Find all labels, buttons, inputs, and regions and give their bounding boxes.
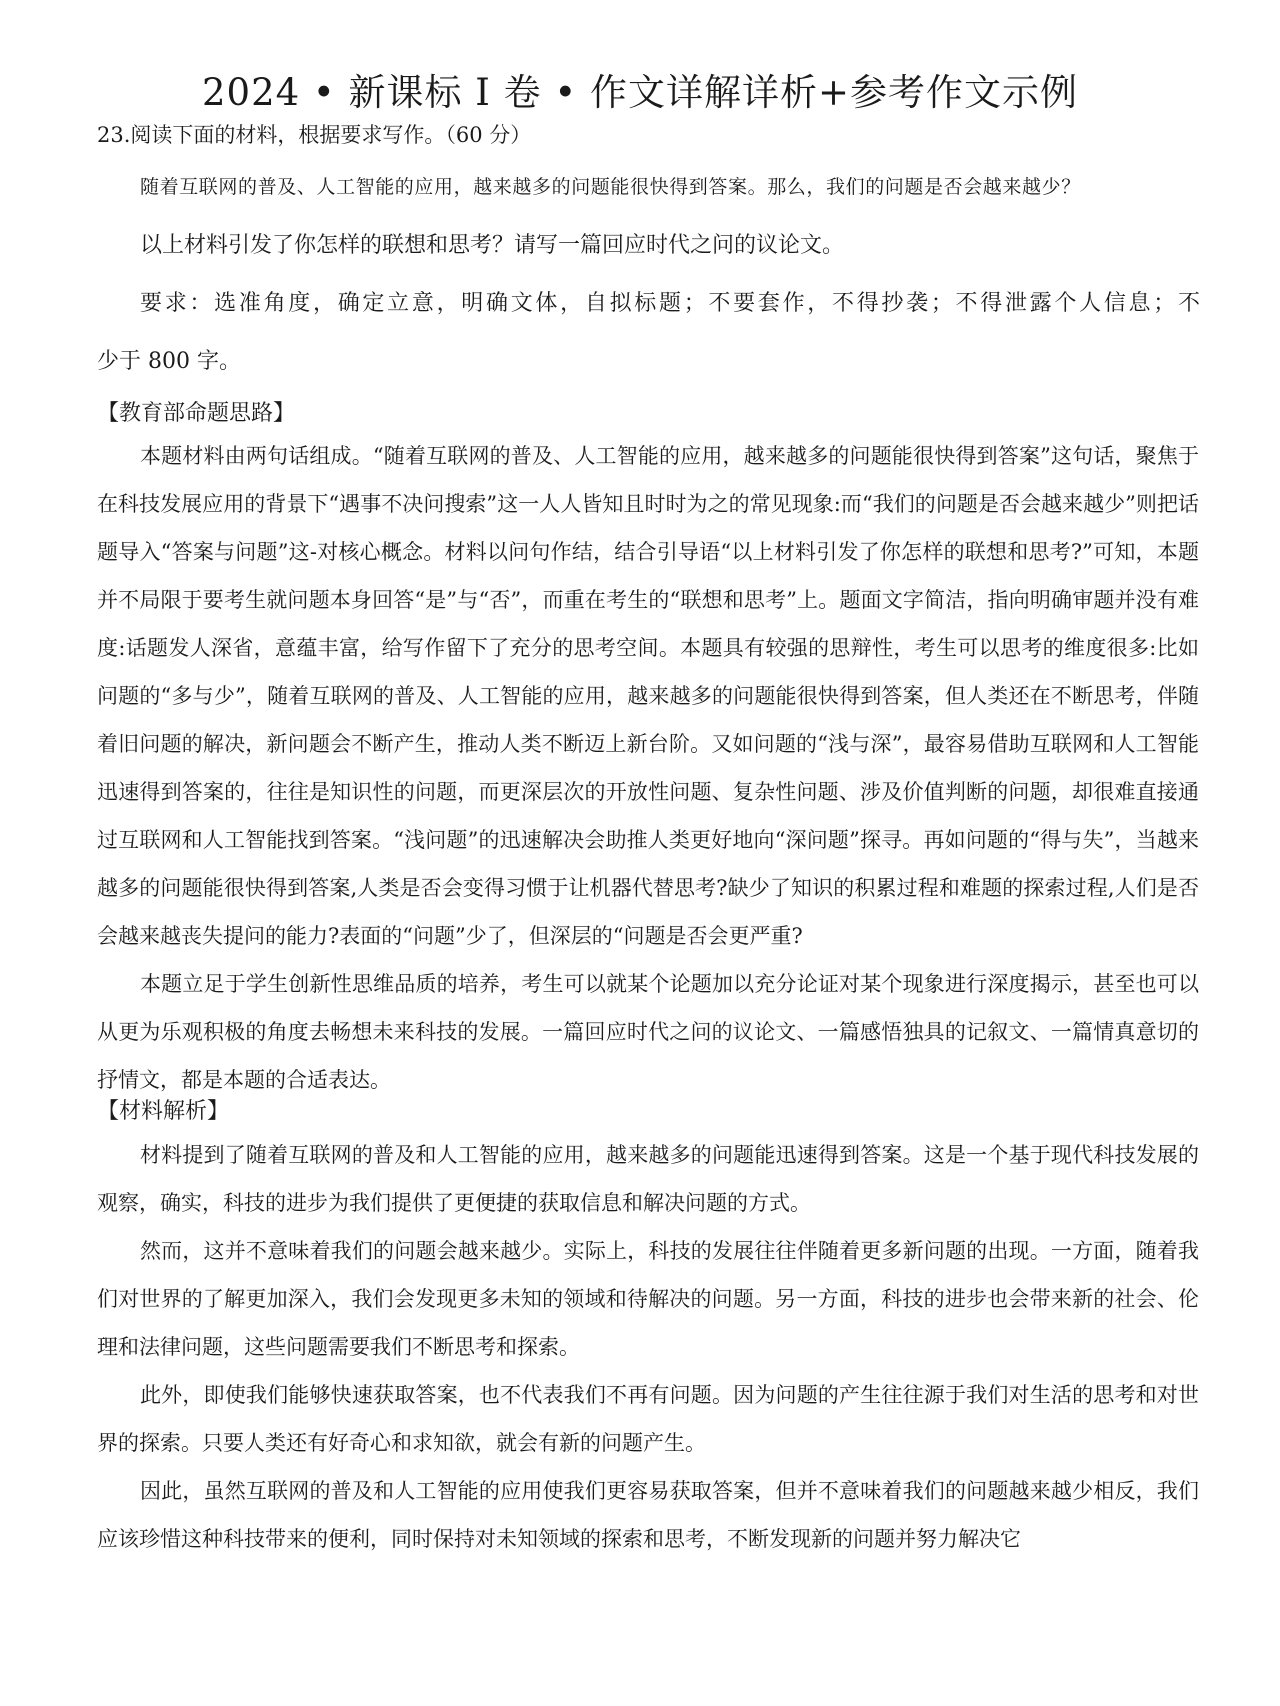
requirements-line-2: 少于 800 字。 — [97, 349, 241, 374]
writing-prompt: 以上材料引发了你怎样的联想和思考？请写一篇回应时代之问的议论文。 — [140, 233, 845, 258]
paragraph: 然而，这并不意味着我们的问题会越来越少。实际上，科技的发展往往伴随着更多新问题的出现。一方面，随着我们对世界的了解更加深入，我们会发现更多未知的领域和待解决的问题。另一方面，科技的进步也会带来新的社会、伦理和法律问题，这些问题需要我们不断思考和探索。 — [97, 1239, 1199, 1359]
material-quote: 随着互联网的普及、人工智能的应用，越来越多的问题能很快得到答案。那么，我们的问题是否会越来越少？ — [140, 176, 1081, 198]
paragraph: 材料提到了随着互联网的普及和人工智能的应用，越来越多的问题能迅速得到答案。这是一个基于现代科技发展的观察，确实，科技的进步为我们提供了更便捷的获取信息和解决问题的方式。 — [97, 1143, 1199, 1215]
paragraph: 因此，虽然互联网的普及和人工智能的应用使我们更容易获取答案，但并不意味着我们的问题越来越少相反，我们应该珍惜这种科技带来的便利，同时保持对未知领域的探索和思考，不断发现新的问题并努力解决它 — [97, 1479, 1199, 1551]
document-title: 2024 • 新课标 I 卷 • 作文详解详析+参考作文示例 — [202, 71, 1078, 114]
watermark-overlay — [1050, 1576, 1180, 1610]
section-heading-exam-design: 【教育部命题思路】 — [97, 401, 296, 426]
requirements-line-1: 要求：选准角度，确定立意，明确文体，自拟标题；不要套作，不得抄袭；不得泄露个人信息；不 — [140, 291, 1200, 316]
paragraph: 本题材料由两句话组成。“随着互联网的普及、人工智能的应用，越来越多的问题能很快得到答案”这句话，聚焦于在科技发展应用的背景下“遇事不决问搜索”这一人人皆知且时时为之的常见现象:而“我们的问题是否会越来越少”则把话题导入“答案与问题”这-对核心概念。材料以问句作结，结合引导语“以上材料引发了你怎样的联想和思考?”可知，本题并不局限于要考生就问题本身回答“是”与“否”，而重在考生的“联想和思考”上。题面文字简洁，指向明确审题并没有难度:话题发人深省，意蕴丰富，给写作留下了充分的思考空间。本题具有较强的思辩性，考生可以思考的维度很多:比如问题的“多与少”，随着互联网的普及、人工智能的应用，越来越多的问题能很快得到答案，但人类还在不断思考，伴随着旧问题的解决，新问题会不断产生，推动人类不断迈上新台阶。又如问题的“浅与深”，最容易借助互联网和人工智能迅速得到答案的，往往是知识性的问题，而更深层次的开放性问题、复杂性问题、涉及价值判断的问题，却很难直接通过互联网和人工智能找到答案。“浅问题”的迅速解决会助推人类更好地向“深问题”探寻。再如问题的“得与失”，当越来越多的问题能很快得到答案,人类是否会变得习惯于让机器代替思考?缺少了知识的积累过程和难题的探索过程,人们是否会越来越丧失提问的能力?表面的“问题”少了，但深层的“问题是否会更严重? — [97, 444, 1199, 948]
paragraph: 本题立足于学生创新性思维品质的培养，考生可以就某个论题加以充分论证对某个现象进行深度揭示，甚至也可以从更为乐观积极的角度去畅想未来科技的发展。一篇回应时代之问的议论文、一篇感悟独具的记叙文、一篇情真意切的抒情文，都是本题的合适表达。 — [97, 972, 1199, 1092]
question-header: 23.阅读下面的材料，根据要求写作。（60 分） — [97, 123, 532, 147]
section-heading-material-analysis: 【材料解析】 — [97, 1099, 230, 1124]
paragraph: 此外，即使我们能够快速获取答案，也不代表我们不再有问题。因为问题的产生往往源于我们对生活的思考和对世界的探索。只要人类还有好奇心和求知欲，就会有新的问题产生。 — [97, 1383, 1199, 1455]
material-analysis-body — [97, 1131, 1199, 1563]
exam-design-body — [97, 432, 1199, 1104]
